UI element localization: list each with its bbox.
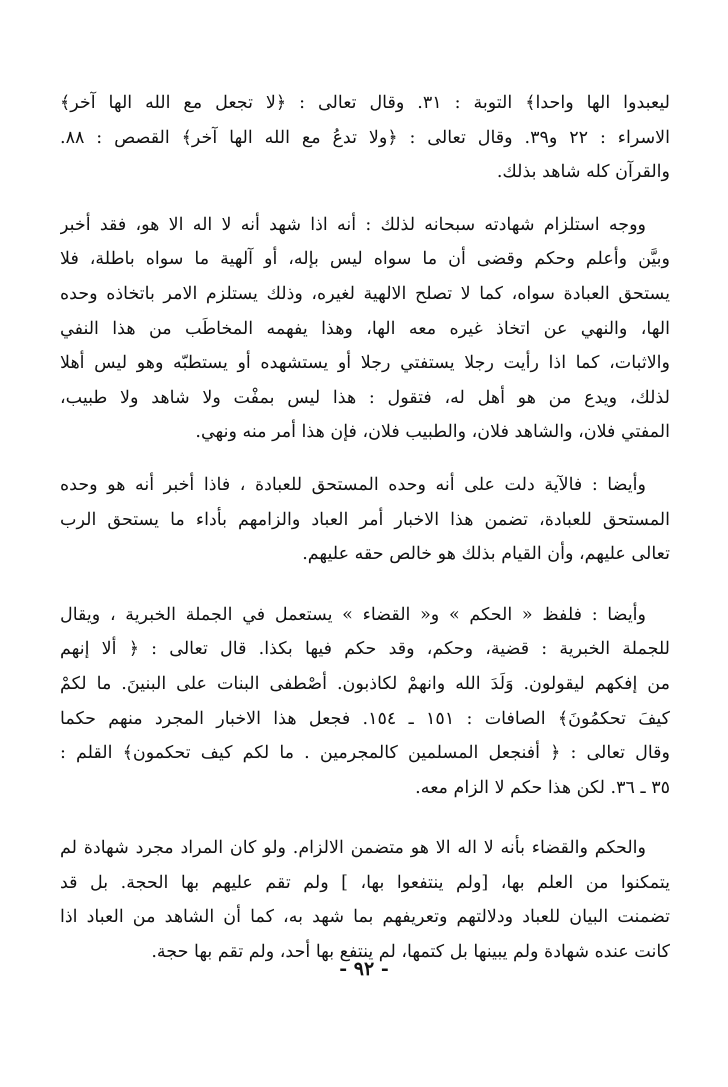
paragraph-2 [60, 208, 670, 450]
text-line: المستحق للعبادة، تضمن هذا الاخبار أمر العباد والزامهم بأداء ما يستحق الرب [60, 509, 670, 530]
text-line: لذلك، ويدع من هو أهل له، فتقول : هذا ليس بمفْت ولا شاهد ولا طبيب، [60, 387, 670, 408]
text-line: من إفكهم ليقولون. وَلَدَ الله وانهمْ لكاذبون. أصْطفى البنات على البنينَ. ما لكمْ [60, 673, 670, 694]
paragraph-gap [60, 450, 670, 468]
text-line: تضمنت البيان للعباد ودلالتهم وتعريفهم بما شهد به، كما أن الشاهد من العباد اذا [60, 907, 670, 928]
text-line: المفتي فلان، والشاهد فلان، والطبيب فلان، فإن هذا أمر منه ونهي. [195, 422, 670, 443]
paragraph-4 [60, 598, 670, 806]
text-line: ٣٥ ـ ٣٦. لكن هذا حكم لا الزام معه. [415, 777, 670, 798]
text-line: وأيضا : فلفظ « الحكم » و« القضاء » يستعمل في الجملة الخبرية ، ويقال [60, 604, 646, 625]
text-line: تعالى عليهم، وأن القيام بذلك هو خالص حقه عليهم. [302, 544, 670, 565]
text-line: يستحق العبادة سواه، كما لا تصلح الالهية لغيره، وذلك يستلزم الامر باتخاذه وحده [60, 283, 670, 304]
text-line: ووجه استلزام شهادته سبحانه لذلك : أنه اذا شهد أنه لا اله الا هو، فقد أخبر [60, 214, 646, 235]
text-line: الاسراء : ٢٢ و٣٩. وقال تعالى : ﴿ولا تدعُ مع الله الها آخر﴾ القصص : ٨٨. [60, 127, 670, 148]
text-line: الها، والنهي عن اتخاذ غيره معه الها، وهذا يفهمه المخاطَب من هذا النفي [60, 318, 670, 339]
text-line: والحكم والقضاء بأنه لا اله الا هو متضمن الالزام. ولو كان المراد مجرد شهادة لم [60, 838, 646, 859]
text-line: والقرآن كله شاهد بذلك. [496, 162, 670, 183]
text-line: للجملة الخبرية : قضية، وحكم، وقد حكم فيها بكذا. قال تعالى : ﴿ ألا إنهم [60, 639, 670, 660]
text-line: وبيَّن وأعلم وحكم وقضى أن ما سواه ليس بإله، أو آلهية ما سواه باطلة، فلا [60, 249, 670, 270]
text-line: والاثبات، كما اذا رأيت رجلا يستفتي رجلا أو يستشهده أو يستطبّه وهو ليس أهلا [60, 353, 670, 374]
text-line: وقال تعالى : ﴿ أفنجعل المسلمين كالمجرمين . ما لكم كيف تحكمون﴾ القلم : [60, 743, 670, 764]
paragraph-3 [60, 468, 670, 572]
text-line: كانت عنده شهادة ولم يبينها بل كتمها، لم ينتفع بها أحد، ولم تقم بها حجة. [151, 942, 670, 963]
paragraph-gap [60, 190, 670, 208]
text-line: كيفَ تحكمُونَ﴾ الصافات : ١٥١ ـ ١٥٤. فجعل هذا الاخبار المجرد منهم حكما [60, 708, 670, 729]
page-number: - ٩٢ - [339, 958, 389, 980]
paragraph-5 [60, 831, 670, 969]
paragraph-gap [60, 805, 670, 831]
text-line: ليعبدوا الها واحدا﴾ التوبة : ٣١. وقال تعالى : ﴿لا تجعل مع الله الها آخر﴾ [60, 93, 670, 113]
paragraph-gap [60, 572, 670, 598]
paragraph-1 [60, 86, 670, 190]
text-line: يتمكنوا من العلم بها، [ولم ينتفعوا بها، ] ولم تقم عليهم بها الحجة. بل قد [60, 872, 670, 893]
text-line: وأيضا : فالآية دلت على أنه وحده المستحق للعبادة ، فاذا أخبر أنه هو وحده [60, 474, 646, 495]
page-body [60, 86, 670, 970]
